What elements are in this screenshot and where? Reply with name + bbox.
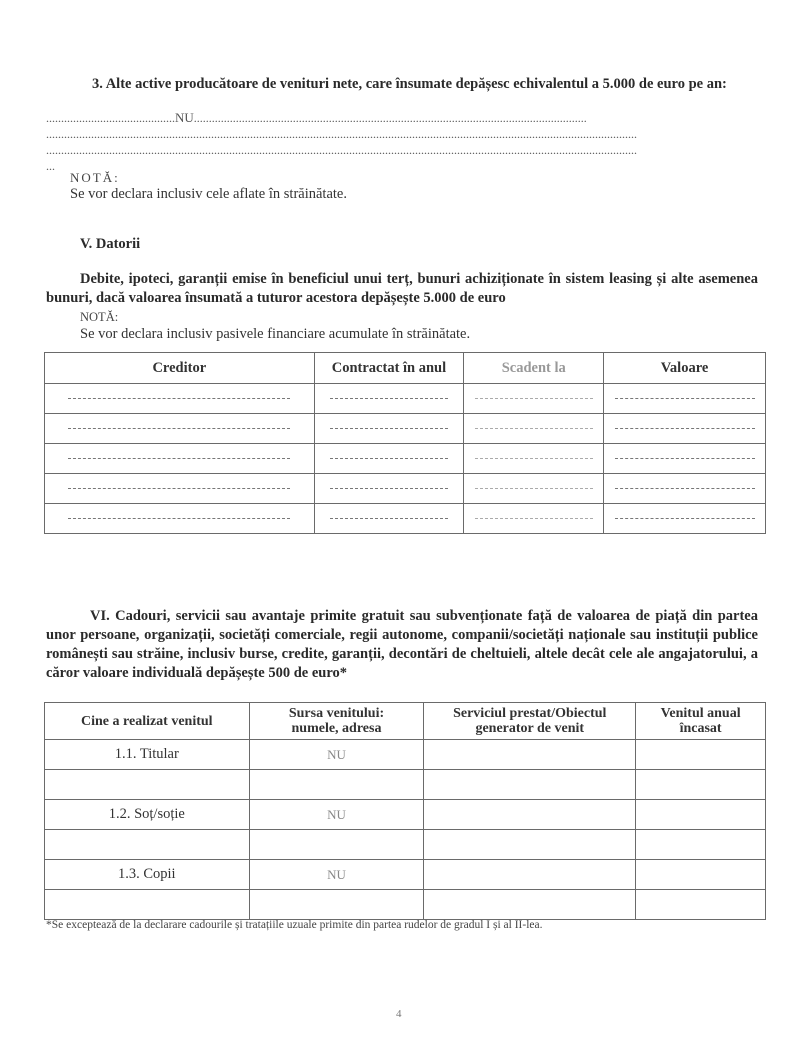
table-row [45,414,766,444]
table-row [45,890,766,920]
empty-placeholder [330,488,448,489]
cell-source: NU [249,740,424,770]
cell-due-date [464,384,604,414]
section-6-description: VI. Cadouri, servicii sau avantaje primite gratuit sau subvenționate față de valoarea de piață din partea unor persoane, organizații, societăți comerciale, regii autonome, companii/societăți naționale sau instituții publice românești sau străine, inclusiv burse, credite, garanții, decontări de cheltuieli, altele decât cele ale angajatorului, a căror valoare individuală depășește 500 de euro* [46,608,758,681]
answer-value: NU [175,111,194,125]
cell-who: 1.2. Soț/soție [45,800,250,830]
empty-placeholder [615,488,755,489]
cell-service [424,890,636,920]
dotted-line: ..................................................................................................................................................................................................... [46,127,637,141]
note-text: Se vor declara inclusiv pasivele financiare acumulate în străinătate. [80,326,471,342]
cell-who: 1.3. Copii [45,860,250,890]
cell-annual-income [636,830,766,860]
cell-annual-income [636,860,766,890]
empty-placeholder [615,398,755,399]
page-number: 4 [396,1008,402,1020]
cell-annual-income [636,800,766,830]
empty-placeholder [615,458,755,459]
section-3-title: 3. Alte active producătoare de venituri nete, care însumate depășesc echivalentul a 5.000 de euro pe an: [92,76,727,92]
empty-placeholder [68,488,290,489]
cell-value [604,474,766,504]
table-header-row [45,353,766,384]
empty-placeholder [475,518,593,519]
empty-placeholder [330,458,448,459]
cell-creditor [45,414,315,444]
answer-line: ...........................................NU................................................................................................................................... [46,111,587,125]
cell-contract-year [314,444,464,474]
table-header-row [45,703,766,740]
empty-placeholder [475,428,593,429]
empty-placeholder [68,428,290,429]
cell-value [604,414,766,444]
table-row [45,860,766,890]
cell-creditor [45,384,315,414]
dotted-line: ... [46,159,55,173]
cell-source [249,770,424,800]
table-row [45,504,766,534]
empty-placeholder [330,398,448,399]
table-row [45,830,766,860]
cell-who [45,890,250,920]
header-service: Serviciul prestat/Obiectul generator de venit [424,703,636,740]
table-row [45,800,766,830]
header-annual-income: Venitul anual încasat [636,703,766,740]
cell-creditor [45,444,315,474]
empty-placeholder [475,488,593,489]
empty-placeholder [615,428,755,429]
section-5-title: V. Datorii [80,236,141,252]
table-row [45,384,766,414]
cell-source: NU [249,860,424,890]
cell-service [424,830,636,860]
empty-placeholder [615,518,755,519]
footnote: *Se exceptează de la declarare cadourile și tratațiile uzuale primite din partea rudelor de gradul I și al II-lea. [46,919,543,931]
header-who: Cine a realizat venitul [45,703,250,740]
cell-value [604,504,766,534]
cell-service [424,860,636,890]
debts-table [44,352,766,534]
empty-placeholder [68,518,290,519]
note-label: NOTĂ: [80,310,119,324]
empty-placeholder [330,428,448,429]
cell-contract-year [314,414,464,444]
cell-contract-year [314,474,464,504]
empty-placeholder [68,458,290,459]
cell-due-date [464,414,604,444]
cell-source [249,890,424,920]
table-row [45,770,766,800]
cell-source: NU [249,800,424,830]
cell-annual-income [636,740,766,770]
note-text: Se vor declara inclusiv cele aflate în străinătate. [70,186,347,202]
empty-placeholder [68,398,290,399]
dotted-line: ..................................................................................................................................................................................................... [46,143,637,157]
cell-who [45,830,250,860]
header-due-date: Scadent la [464,353,604,384]
cell-source [249,830,424,860]
empty-placeholder [475,398,593,399]
cell-due-date [464,474,604,504]
table-row [45,474,766,504]
cell-creditor [45,474,315,504]
header-contract-year: Contractat în anul [314,353,464,384]
cell-creditor [45,504,315,534]
table-row [45,740,766,770]
cell-service [424,800,636,830]
gifts-table [44,702,766,920]
cell-value [604,444,766,474]
cell-service [424,740,636,770]
header-value: Valoare [604,353,766,384]
empty-placeholder [330,518,448,519]
table-row [45,444,766,474]
cell-due-date [464,504,604,534]
header-creditor: Creditor [45,353,315,384]
header-source: Sursa venitului: numele, adresa [249,703,424,740]
cell-due-date [464,444,604,474]
note-label: NOTĂ: [70,170,120,185]
cell-service [424,770,636,800]
cell-annual-income [636,890,766,920]
cell-contract-year [314,504,464,534]
cell-value [604,384,766,414]
cell-who: 1.1. Titular [45,740,250,770]
empty-placeholder [475,458,593,459]
cell-annual-income [636,770,766,800]
cell-contract-year [314,384,464,414]
cell-who [45,770,250,800]
section-5-description: Debite, ipoteci, garanții emise în beneficiul unui terț, bunuri achiziționate în sistem leasing și alte asemenea bunuri, dacă valoarea însumată a tuturor acestora depășește 5.000 de euro [46,271,758,306]
